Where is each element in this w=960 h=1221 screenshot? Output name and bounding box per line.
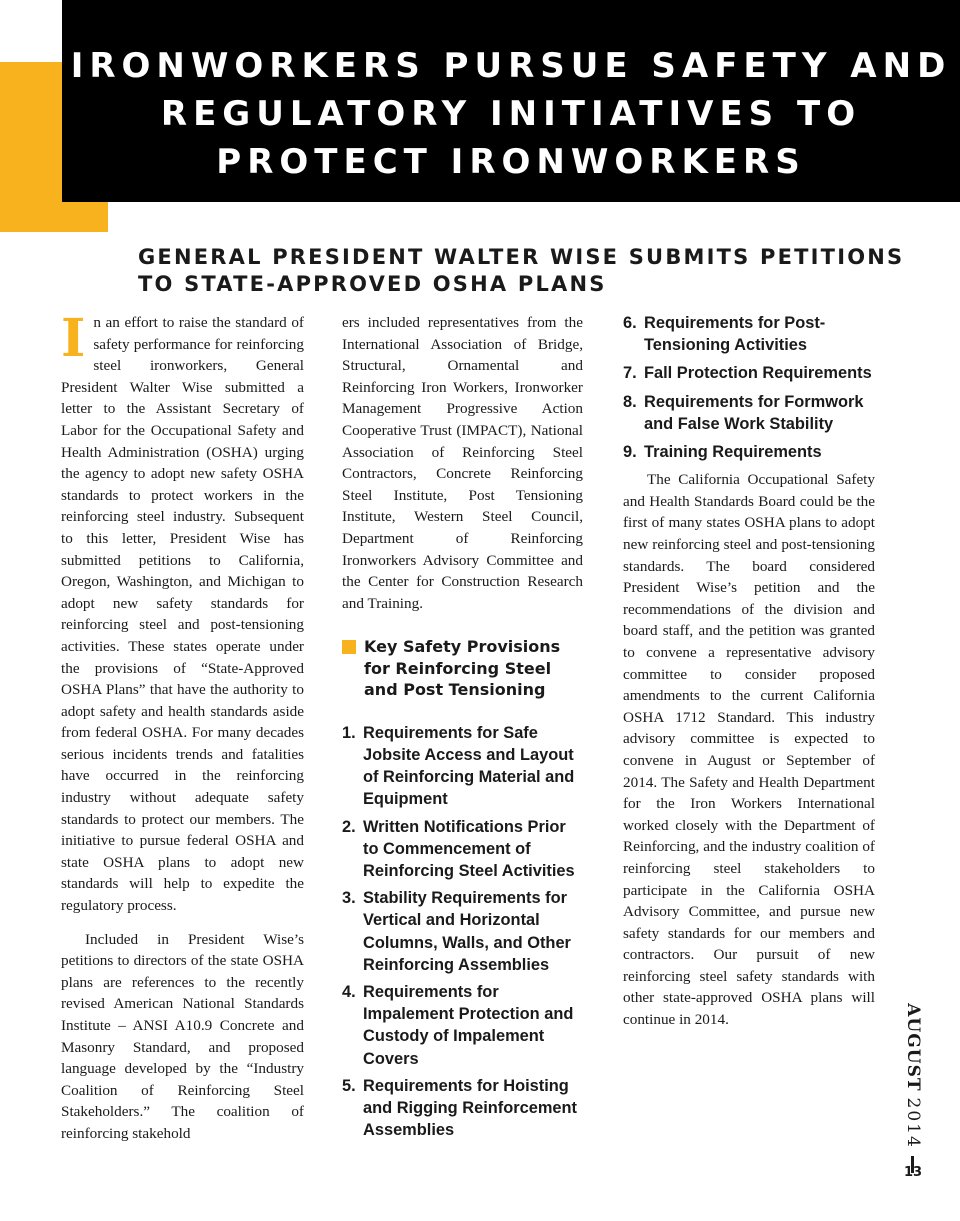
- list-item: 1. Requirements for Safe Jobsite Access and Layout of Reinforcing Material and Equipment: [342, 723, 575, 809]
- issue-year: 2014: [903, 1097, 923, 1149]
- page-number: 13: [903, 1165, 923, 1180]
- article-column-3: [623, 312, 875, 1031]
- provisions-list-continued: [623, 312, 875, 463]
- page-title: IRONWORKERS PURSUE SAFETY AND REGULATORY INITIATIVES TO PROTECT IRONWORKERS: [70, 46, 952, 182]
- list-item: 9. Training Requirements: [623, 443, 822, 462]
- drop-cap: I: [61, 308, 86, 369]
- intro-paragraph: In an effort to raise the standard of safety performance for reinforcing steel ironworkers, General President Walter Wise submitted a letter to the Assistant Secretary of Labor for the Occupational Safety and Health Administration (OSHA) urging the agency to adopt new safety OSHA standards to protect workers in the reinforcing steel industry. Subsequent to this letter, President Wise has submitted petitions to California, Oregon, Washington, and Michigan to adopt new safety standards for reinforcing steel and post-tensioning activities. These states operate under the provisions of “State-Approved OSHA Plans” that have the authority to adopt safety and health standards aside from federal OSHA. For many decades serious incidents trends and fatalities have occurred in the reinforcing industry without adequate safety standards to protect our members. The initiative to pursue federal OSHA and state OSHA plans to adopt new standards will help to expedite the regulatory process.: [61, 308, 304, 915]
- list-item: 6. Requirements for Post-Tensioning Activities: [623, 314, 826, 355]
- issue-date: [900, 1003, 926, 1149]
- article-subtitle: GENERAL PRESIDENT WALTER WISE SUBMITS PETITIONS TO STATE-APPROVED OSHA PLANS: [138, 245, 905, 296]
- list-item: 2. Written Notifications Prior to Commencement of Reinforcing Steel Activities: [342, 817, 575, 881]
- provisions-list: [342, 722, 583, 1142]
- list-item: 4. Requirements for Impalement Protection and Custody of Impalement Covers: [342, 983, 574, 1068]
- issue-month: AUGUST: [903, 1003, 923, 1092]
- list-item: 8. Requirements for Formwork and False Work Stability: [623, 392, 864, 433]
- california-paragraph: The California Occupational Safety and Health Standards Board could be the first of many states OSHA plans to adopt new reinforcing steel and post-tensioning standards. The board considered President Wise’s petition and the recommendations of the division and board staff, and the petition was granted to convene a representative advisory committee to consider proposed amendments to the current California OSHA 1712 Standard. This industry advisory committee is expected to convene in August or September of 2014. The Safety and Health Department for the Iron Workers International worked closely with the Department of Reinforcing, and the industry coalition of reinforcing steel stakeholders to participate in the California OSHA Advisory Committee, and pursue new safety standards for our members and contractors. Our pursuit of new reinforcing steel safety standards with other state-approved OSHA plans will continue in 2014.: [623, 471, 875, 1029]
- list-item: 7. Fall Protection Requirements: [623, 364, 872, 383]
- list-item: 3. Stability Requirements for Vertical and Horizontal Columns, Walls, and Other Reinforcing Assemblies: [342, 889, 571, 974]
- article-column-2: [342, 312, 583, 1146]
- key-provisions-heading: [342, 636, 583, 701]
- list-item: 5. Requirements for Hoisting and Rigging Reinforcement Assemblies: [342, 1076, 577, 1140]
- petitions-paragraph: Included in President Wise’s petitions to directors of the state OSHA plans are references to the recently revised American National Standards Institute – ANSI A10.9 Concrete and Masonry Standard, and proposed language developed by the “Industry Coalition of Reinforcing Steel Stakeholders.” The coalition of reinforcing stakehold: [61, 930, 304, 1142]
- key-provisions-title: Key Safety Provisions for Reinforcing Steel and Post Tensioning: [364, 637, 561, 700]
- coalition-paragraph: ers included representatives from the International Association of Bridge, Structural, Ornamental and Reinforcing Iron Workers, Ironworker Management Progressive Action Cooperative Trust (IMPACT), National Association of Reinforcing Steel Contractors, Concrete Reinforcing Steel Institute, Post Tensioning Institute, Western Steel Council, Department of Reinforcing Ironworkers Advisory Committee and the Center for Construction Research and Training.: [342, 314, 583, 612]
- square-bullet-icon: [342, 640, 356, 654]
- article-column-1: [61, 308, 304, 1145]
